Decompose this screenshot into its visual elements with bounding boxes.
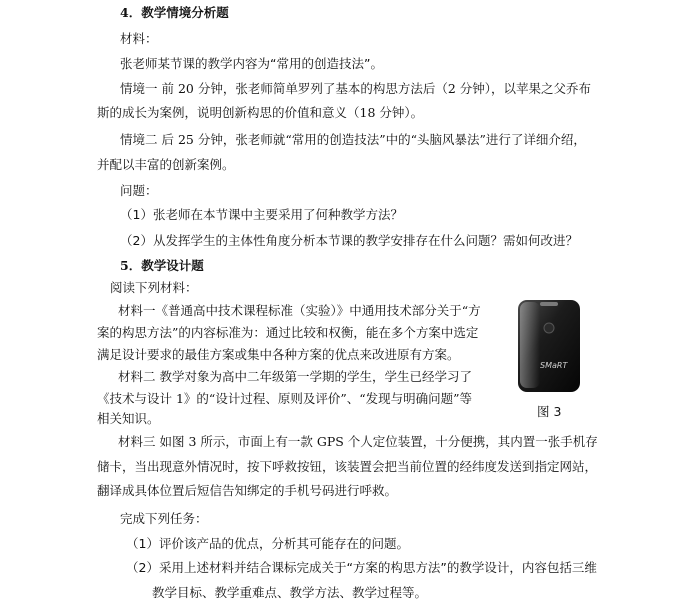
- material-3-line-2: 储卡，当出现意外情况时，按下呼救按钮，该装置会把当前位置的经纬度发送到指定网站，: [97, 459, 598, 474]
- question-2: （2）从发挥学生的主体性角度分析本节课的教学安排存在什么问题？需如何改进？: [120, 233, 578, 248]
- material-1-line-1: 材料一《普通高中技术课程标准（实验）》中通用技术部分关于“方: [118, 303, 481, 318]
- task-1: （1）评价该产品的优点，分析其可能存在的问题。: [126, 536, 409, 551]
- section-5-heading: 5．教学设计题: [120, 258, 204, 273]
- task-2-line-2: 教学目标、教学重难点、教学方法、教学过程等。: [152, 585, 428, 600]
- scene-2-line-2: 并配以丰富的创新案例。: [97, 157, 235, 172]
- material-2-line-3: 相关知识。: [97, 411, 160, 426]
- sos-button-icon: [544, 323, 554, 333]
- question-1: （1）张老师在本节课中主要采用了何种教学方法？: [120, 207, 403, 222]
- device-label: SMaRT: [540, 361, 568, 370]
- material-3-line-3: 翻译成具体位置后短信告知绑定的手机号码进行呼救。: [97, 483, 398, 498]
- task-label: 完成下列任务：: [120, 511, 208, 526]
- material-label: 材料：: [120, 31, 158, 46]
- scene-1-line-1: 情境一 前 20 分钟，张老师简单罗列了基本的构思方法后（2 分钟），以苹果之父乔布: [120, 81, 592, 96]
- material-3-line-1: 材料三 如图 3 所示，市面上有一款 GPS 个人定位装置，十分便携，其内置一张手机存: [118, 434, 598, 449]
- material-2-line-2: 《技术与设计 1》的“设计过程、原则及评价”、“发现与明确问题”等: [97, 391, 472, 406]
- figure-caption: 图 3: [537, 404, 562, 419]
- material-2-line-1: 材料二 教学对象为高中二年级第一学期的学生，学生已经学习了: [118, 369, 472, 384]
- device-shine: [520, 302, 540, 388]
- questions-label: 问题：: [120, 183, 158, 198]
- read-label: 阅读下列材料：: [110, 280, 198, 295]
- scene-2-line-1: 情境二 后 25 分钟，张老师就“常用的创造技法”中的“头脑风暴法”进行了详细介绍，: [120, 132, 586, 147]
- section-4-heading: 4．教学情境分析题: [120, 5, 229, 20]
- intro-text: 张老师某节课的教学内容为“常用的创造技法”。: [120, 56, 383, 71]
- material-1-line-2: 案的构思方法”的内容标准为：通过比较和权衡，能在多个方案中选定: [97, 325, 479, 340]
- gps-device-svg: [510, 296, 590, 396]
- scene-1-line-2: 斯的成长为案例，说明创新构思的价值和意义（18 分钟）。: [97, 105, 424, 120]
- gps-device-image: [510, 296, 590, 396]
- task-2-line-1: （2）采用上述材料并结合课标完成关于“方案的构思方法”的教学设计，内容包括三维: [126, 560, 597, 575]
- device-port: [540, 302, 558, 306]
- material-1-line-3: 满足设计要求的最佳方案或集中各种方案的优点来改进原有方案。: [97, 347, 460, 362]
